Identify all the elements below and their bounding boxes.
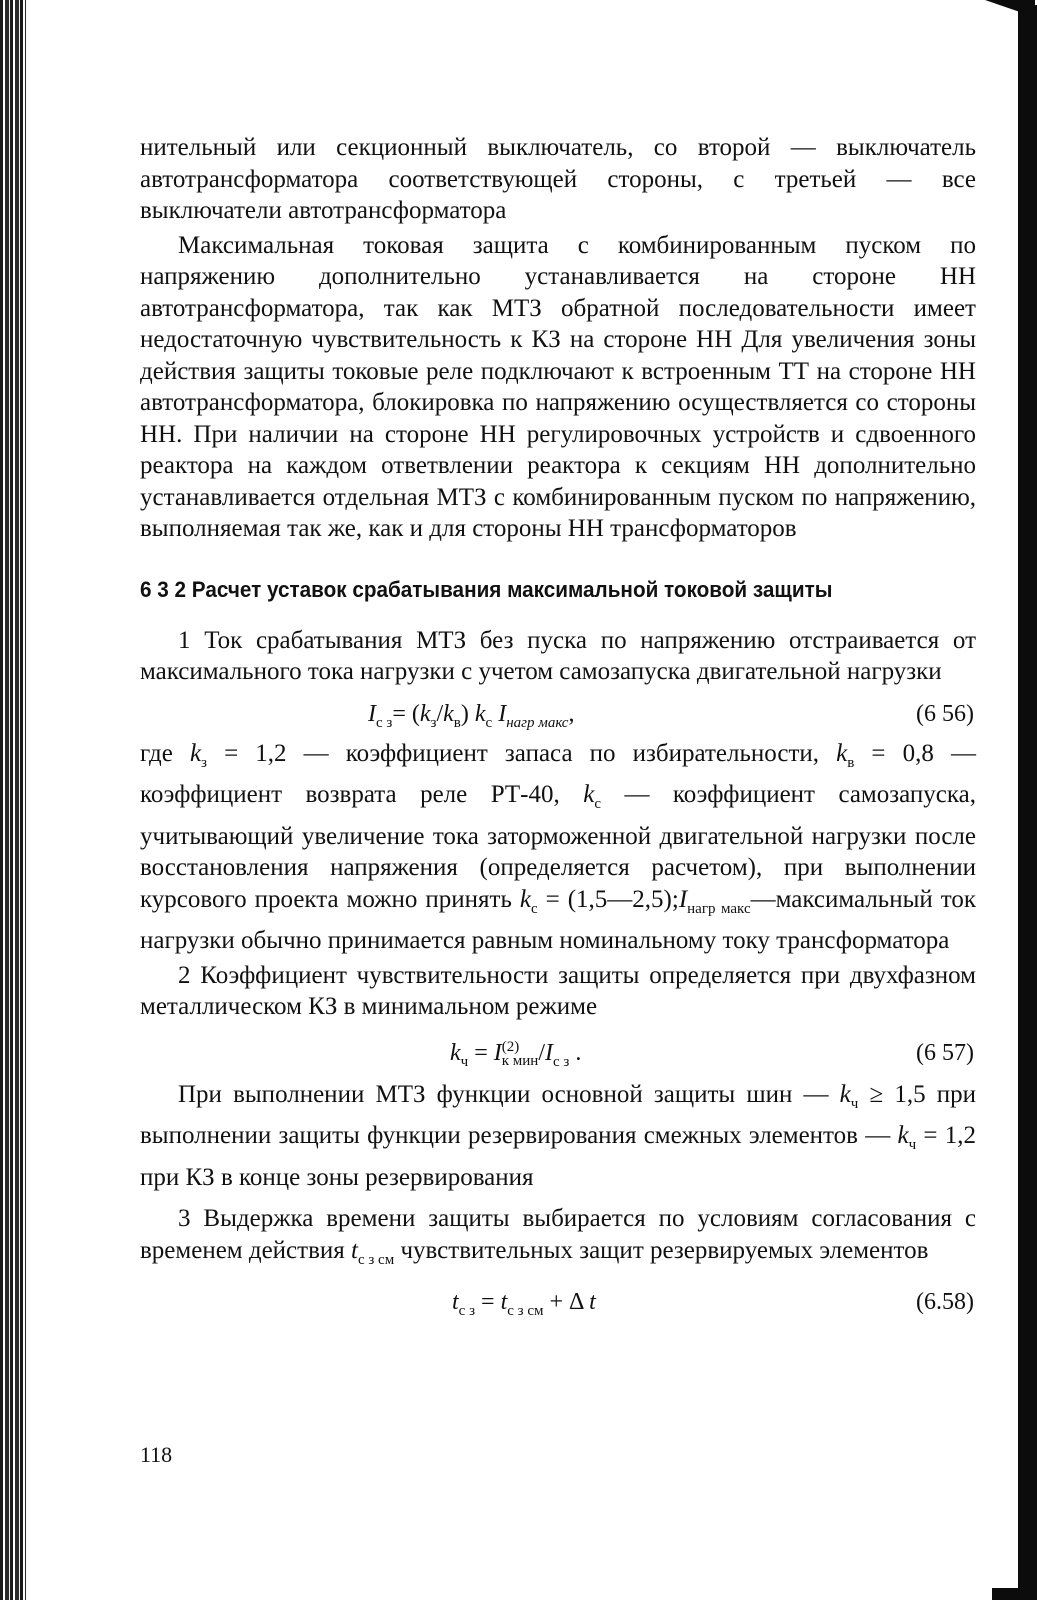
paragraph-item-1: 1 Ток срабатывания МТЗ без пуска по напряжению отстраивается от максимального тока нагрузки с учетом самозапуска двигательной нагрузки <box>140 626 976 685</box>
equation-6-57 <box>140 1029 976 1075</box>
equation-6-56 <box>140 694 976 734</box>
paragraph-mtz-nn: Максимальная токовая защита с комбинированным пуском по напряжению дополнительно устанавливается на стороне НН автотрансформатора, так как МТЗ обратной последовательности имеет недостаточную чувствительность к КЗ на стороне НН Для увеличения зоны действия защиты токовые реле подключают к встроенным ТТ на стороне НН автотрансформатора, блокировка по напряжению осуществляется со стороны НН. При наличии на стороне НН регулировочных устройств и сдвоенного реактора на каждом ответвлении реактора к секциям НН дополнительно устанавливается отдельная МТЗ с комбинированным пуском по напряжению, выполняемая так же, как и для стороны НН трансформаторов <box>140 231 976 542</box>
paragraph-sensitivity: При выполнении МТЗ функции основной защиты шин — $k_ч \ge 1,5$ при выполнении защиты функции резервирования смежных элементов — $k_ч = 1,2$ при КЗ в конце зоны резервирования <box>140 1080 976 1191</box>
formula-6-56: $I_{с з}= (k_з/k_в)$ $k_с$ $I_{нагр макс}$, <box>368 700 575 731</box>
formula-6-58: $t_{с з} = t_{с з см} + \Delta$ t <box>452 1289 596 1319</box>
scan-right-edge-bottom <box>992 1588 1037 1600</box>
formula-6-57: $k_ч = I$ (2) к мин $/I_{с з}$ . <box>450 1038 582 1070</box>
page-body <box>140 132 976 1326</box>
section-heading: 6 3 2 Расчет уставок срабатывания максимальной токовой защиты <box>140 576 833 602</box>
paragraph-item-2: 2 Коэффициент чувствительности защиты определяется при двухфазном металлическом КЗ в минимальном режиме <box>140 961 976 1020</box>
paragraph-continuation: нительный или секционный выключатель, со второй — выключатель автотрансформатора соответствующей стороны, с третьей — все выключатели автотрансформатора <box>140 134 976 224</box>
paragraph-item-3: 3 Выдержка времени защиты выбирается по условиям согласования с временем действия $t_{с з см}$ чувствительных защит резервируемых элементов <box>140 1205 976 1268</box>
scan-left-edge <box>0 0 26 1600</box>
page-number: 118 <box>140 1442 173 1467</box>
equation-number: (6 57) <box>916 1039 974 1066</box>
equation-number: (6 56) <box>916 700 974 727</box>
scan-right-edge <box>1018 5 1037 1600</box>
equation-number: (6.58) <box>916 1289 974 1315</box>
paragraph-where: где $k_з = 1,2$ — коэффициент запаса по избирательности, $k_в = 0,8$ — коэффициент возврата реле РТ-40, $k_с$ — коэффициент самозапуска, учитывающий увеличение тока заторможенной двигательной нагрузки после восстановления напряжения (определяется расчетом), при выполнении курсового проекта можно принять $k_с$ = $(1,5—2,5);I_{нагр макс}—максимальный$ ток нагрузки обычно принимается равным номинальному току трансформатора <box>140 739 976 954</box>
equation-6-58 <box>140 1282 976 1322</box>
